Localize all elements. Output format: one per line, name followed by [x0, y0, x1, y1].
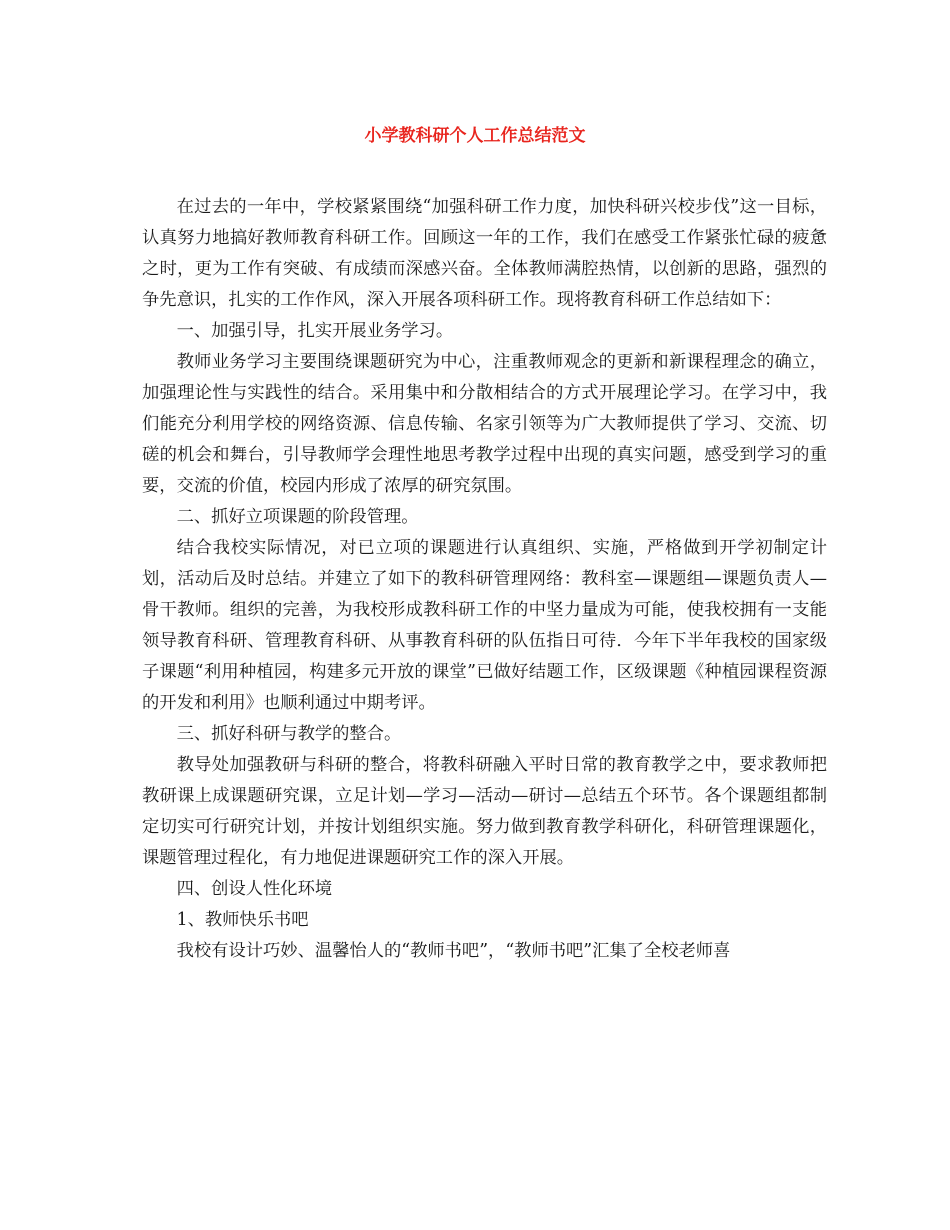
paragraph-section-2: 结合我校实际情况，对已立项的课题进行认真组织、实施，严格做到开学初制定计划，活动后及时总结。并建立了如下的教科研管理网络：教科室—课题组—课题负责人—骨干教师。组织的完善，为我校形成教科研工作的中坚力量成为可能，使我校拥有一支能领导教育科研、管理教育科研、从事教育科研的队伍指日可待．今年下半年我校的国家级子课题“利用种植园，构建多元开放的课堂”已做好结题工作，区级课题《种植园课程资源的开发和利用》也顺利通过中期考评。 — [142, 538, 827, 713]
section-heading-4: 四、创设人性化环境 — [176, 879, 333, 899]
section-heading-2: 二、抓好立项课题的阶段管理。 — [176, 507, 419, 527]
document-body — [142, 192, 827, 967]
section-heading-1: 一、加强引导，扎实开展业务学习。 — [176, 321, 454, 341]
subsection-heading-4-1: 1、教师快乐书吧 — [176, 910, 309, 930]
paragraph-section-4-1: 我校有设计巧妙、温馨怡人的“教师书吧”，“教师书吧”汇集了全校老师喜 — [176, 941, 731, 961]
paragraph-section-1: 教师业务学习主要围绕课题研究为中心，注重教师观念的更新和新课程理念的确立，加强理论性与实践性的结合。采用集中和分散相结合的方式开展理论学习。在学习中，我们能充分利用学校的网络资源、信息传输、名家引领等为广大教师提供了学习、交流、切磋的机会和舞台，引导教师学会理性地思考教学过程中出现的真实问题，感受到学习的重要，交流的价值，校园内形成了浓厚的研究氛围。 — [142, 352, 827, 496]
paragraph-intro: 在过去的一年中，学校紧紧围绕“加强科研工作力度，加快科研兴校步伐”这一目标，认真努力地搞好教师教育科研工作。回顾这一年的工作，我们在感受工作紧张忙碌的疲惫之时，更为工作有突破、有成绩而深感兴奋。全体教师满腔热情，以创新的思路，强烈的争先意识，扎实的工作作风，深入开展各项科研工作。现将教育科研工作总结如下： — [142, 197, 827, 310]
section-heading-3: 三、抓好科研与教学的整合。 — [176, 724, 402, 744]
paragraph-section-3: 教导处加强教研与科研的整合，将教科研融入平时日常的教育教学之中，要求教师把教研课上成课题研究课，立足计划—学习—活动—研讨—总结五个环节。各个课题组都制定切实可行研究计划，并按计划组织实施。努力做到教育教学科研化，科研管理课题化，课题管理过程化，有力地促进课题研究工作的深入开展。 — [142, 755, 827, 868]
document-title: 小学教科研个人工作总结范文 — [364, 126, 586, 146]
